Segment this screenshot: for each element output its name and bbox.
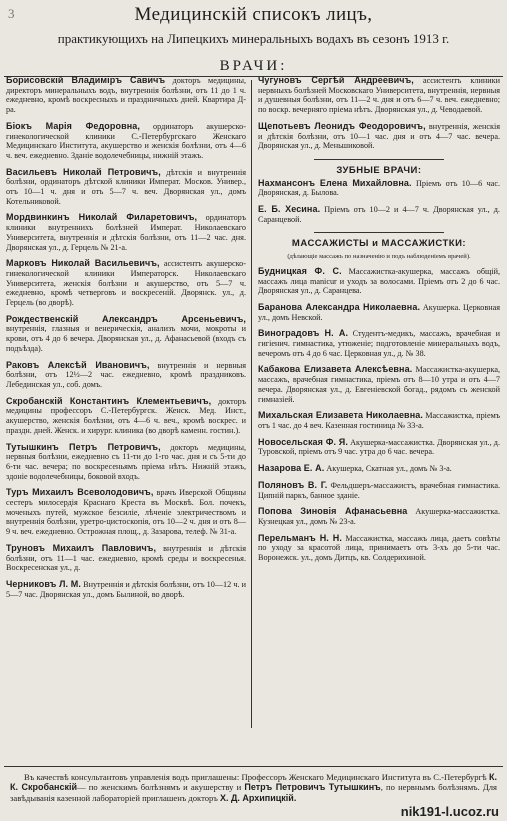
practitioner-name: Новосельская Ф. Я. bbox=[258, 436, 348, 447]
right-column bbox=[258, 76, 500, 570]
practitioner-name: Рождественскій Александръ Арсеньевичъ, bbox=[6, 313, 246, 324]
listing-entry bbox=[6, 361, 246, 390]
practitioner-name: Біокъ Марія Федоровна, bbox=[6, 120, 140, 131]
practitioner-name: Скробанскій Константинъ Клементьевичъ, bbox=[6, 395, 212, 406]
practitioner-details: докторъ медицины, директоръ минеральныхъ водъ, внутреннія болѣзни, отъ 11 до 1 ч. ежедневно, кромѣ воскресныхъ и праздничныхъ дней. Квартира Д-ра. bbox=[6, 76, 246, 115]
footer-text: , по нервнымъ болѣзнямъ. Для завѣдыванія казенной лабораторіей приглашенъ докторъ bbox=[10, 782, 497, 803]
practitioner-name: Черниковъ Л. М. bbox=[6, 578, 81, 589]
listing-entry bbox=[6, 76, 246, 115]
listing-entry bbox=[258, 411, 500, 430]
practitioner-details: ординаторъ клиники внутреннихъ болѣзней Императ. Николаевскаго Университета, внутреннія и дѣтскія болѣзни, отъ 11—2 час. дня. Дворянская ул., д. Герцель № 21-а. bbox=[6, 213, 246, 252]
practitioner-details: ассистентъ акушерско-гинекологической клиники Императорск. Николаевскаго Университета, женскія болѣзни и акушерство, отъ 5—7 ч. ежедневно, кромѣ четверговъ и воскресеній. Дворянск. ул., д. Герцель (во дворѣ). bbox=[6, 259, 247, 308]
footer-name: Петръ Петровичъ Тутышкинъ bbox=[244, 782, 381, 793]
page-title: Медицинскій списокъ лицъ, bbox=[134, 4, 373, 25]
footer-text: — по женскимъ болѣзнямъ и акушерству и bbox=[77, 782, 242, 793]
practitioner-name: Марковъ Николай Васильевичъ, bbox=[6, 258, 160, 269]
listing-entry bbox=[6, 443, 246, 482]
practitioner-details: Внутреннія и дѣтскія болѣзни, отъ 10—12 ч. и 5—7 час. Дворянская ул., домъ Былиной, во дворѣ. bbox=[6, 579, 247, 599]
footer-name: Х. Д. Архипицкій. bbox=[219, 792, 297, 803]
practitioner-name: Тутышкинъ Петръ Петровичъ, bbox=[6, 441, 161, 452]
practitioner-name: Будницкая Ф. С. bbox=[258, 265, 342, 276]
practitioner-name: Нахмансонъ Елена Михайловна. bbox=[258, 177, 412, 188]
practitioner-details: Акушерка, Скатная ул., домъ № 3-а. bbox=[326, 464, 452, 474]
column-divider bbox=[251, 80, 252, 728]
listing-entry bbox=[258, 205, 500, 224]
section-separator bbox=[314, 159, 444, 160]
practitioner-name: Чугуновъ Сергѣй Андреевичъ, bbox=[258, 75, 414, 85]
practitioner-name: Труновъ Михаилъ Павловичъ, bbox=[6, 542, 157, 553]
practitioner-details: Акушерка-массажистка. Дворянская ул., д. Туровской, пріемъ отъ 9 час. утра до 6 час. вечера. bbox=[258, 437, 500, 457]
listing-entry bbox=[6, 259, 246, 308]
practitioner-name: Е. Б. Хесина. bbox=[258, 204, 321, 215]
listing-entry bbox=[258, 179, 500, 198]
practitioner-details: внутреннія и нервныя болѣзни, отъ 12½—2 час. ежедневно, кромѣ праздниковъ. Лебединская ул., соб. домъ. bbox=[6, 360, 247, 389]
practitioner-details: Пріемъ отъ 10—2 и 4—7 ч. Дворянская ул., д. Саранцевой. bbox=[258, 205, 500, 224]
listing-entry bbox=[258, 438, 500, 457]
left-column bbox=[6, 76, 246, 606]
practitioner-details: ординаторъ акушерско-гинекологической клиники С.-Петербургскаго Женскаго Медицинскаго Института, акушерство и женскія болѣзни, отъ 4—6 ч. веч. ежедневно. Зданіе водолечебницы, нижній этажъ. bbox=[6, 121, 246, 160]
practitioner-details: Фельдшеръ-массажистъ, врачебная гимнастика. Ципній паркъ, банное зданіе. bbox=[258, 480, 500, 500]
listing-entry bbox=[6, 122, 246, 161]
practitioner-name: Туръ Михаилъ Всеволодовичъ, bbox=[6, 487, 154, 498]
practitioner-name: Поляновъ В. Г. bbox=[258, 479, 328, 490]
practitioner-details: Массажистка-акушерка, массажъ общій, массажъ лица manicur и уходъ за волосами. Пріемъ отъ 2 до 6 час. Дворянская ул., д. Саранцева. bbox=[258, 266, 500, 296]
practitioner-details: Студентъ-медикъ, массажъ, врачебная и гигіенич. гимнастика, утюженіе; подготовленіе минеральныхъ водъ, вечеромъ отъ 4 до 6 час. Церковная ул., д. № 38. bbox=[258, 329, 500, 358]
practitioner-name: Борисовскій Владиміръ Савичъ bbox=[6, 75, 166, 85]
practitioner-name: Баранова Александра Николаевна. bbox=[258, 301, 421, 312]
listing-entry bbox=[6, 397, 246, 436]
footer-divider bbox=[4, 766, 503, 767]
practitioner-name: Щепотьевъ Леонидъ Феодоровичъ, bbox=[258, 120, 426, 131]
footer-note bbox=[10, 772, 497, 803]
footer-text: Въ качествѣ консультантовъ управленія водъ приглашены: Профессоръ Женскаго Медицинскаго Института въ С.-Петербургѣ bbox=[24, 772, 487, 782]
practitioner-name: Перельманъ Н. Н. bbox=[258, 532, 343, 543]
practitioner-details: Акушерка-массажистка. Кузнецкая ул., домъ № 23-а. bbox=[258, 507, 500, 526]
practitioner-details: дѣтскія и внутреннія болѣзни, ординаторъ дѣтской клиники Императ. Москов. Универ., отъ 10—1 ч. дня и отъ 5—7 ч. веч. Дворянская ул., домъ Котельниковой. bbox=[6, 167, 246, 206]
section-heading-doctors: ВРАЧИ: bbox=[219, 58, 288, 74]
practitioner-details: докторъ медицины профессоръ С.-Петербургск. Женск. Мед. Инст., акушерство, женскія болѣзни, отъ 4—6 ч. веч., кромѣ воскрес. и праздн. дней. Женск. и хирург. клиника (во дворѣ каменн. гостин.). bbox=[6, 396, 247, 435]
practitioner-details: ассистентъ клиники нервныхъ болѣзней Московскаго Университета, внутреннія, нервныя и душевныя болѣзни, отъ 11—2 ч. дня и отъ 6—7 ч. веч. ежедневно; по воскр. вечерняго пріема нѣтъ. Дворянская ул., д. Чеводаевой. bbox=[258, 76, 500, 115]
listing-entry bbox=[258, 365, 500, 404]
section-separator bbox=[314, 232, 444, 233]
listing-entry bbox=[258, 329, 500, 358]
listing-entry bbox=[258, 267, 500, 296]
listing-entry bbox=[6, 168, 246, 207]
practitioner-details: Массажистка, массажъ лица, даетъ совѣты по уходу за красотой лица, принимаетъ отъ 3-хъ до 5-ти час. Воронежск. ул., домъ Дитцъ, кв. Солдерихиной. bbox=[258, 533, 501, 563]
practitioner-details: внутреннія, глазныя и венерическія, анализъ мочи, мокроты и крови, отъ 4 до 6 вечера. Дворянская ул., д. Афанасьевой (входъ съ подъѣзда). bbox=[6, 324, 246, 353]
section-heading-dental: ЗУБНЫЕ ВРАЧИ: bbox=[336, 164, 422, 176]
practitioner-details: внутреннія, женскія и дѣтскія болѣзни, отъ 10—1 час. дня и отъ 4—7 час. вечера. Дворянская ул., д. Меньшиковой. bbox=[258, 121, 500, 151]
listing-entry bbox=[6, 488, 246, 537]
listing-entry bbox=[6, 544, 246, 573]
practitioner-details: Пріемъ отъ 10—6 час. Дворянская, д. Былова. bbox=[258, 178, 501, 198]
listing-entry bbox=[258, 534, 500, 563]
practitioner-details: врачъ Иверской Общины сестеръ милосердія Краснаго Креста въ Москвѣ. Бол. почекъ, моченыхъ путей, мужское безсиліе, лѣченіе электричествомъ и внутреннія болѣзни, уретро-цистоскопія, отъ 10—2 ч. дня и отъ 8—9 ч. веч. ежедневно. Острожная площ., д. Зазарова, телеф. № 31-а. bbox=[6, 488, 246, 537]
practitioner-name: Михальская Елизавета Николаевна. bbox=[258, 410, 423, 421]
practitioner-details: Массажистка-акушерка, массажъ, врачебная гимнастика, пріемъ отъ 8—10 утра и отъ 4—7 вечера. Дворянская ул., д. Евгеніевской богад., рядомъ съ женской гимназіей. bbox=[258, 365, 501, 404]
listing-entry bbox=[6, 580, 246, 599]
listing-entry bbox=[6, 213, 246, 252]
practitioner-name: Кабакова Елизавета Алексѣевна. bbox=[258, 364, 413, 375]
watermark: nik191-l.ucoz.ru bbox=[400, 804, 499, 819]
listing-entry bbox=[258, 303, 500, 322]
listing-entry bbox=[258, 76, 500, 115]
practitioner-details: Массажистка, пріемъ отъ 1 час. до 4 веч. Казенная гостиница № 33-а. bbox=[258, 411, 500, 430]
practitioner-name: Раковъ Алексѣй Ивановичъ, bbox=[6, 359, 150, 370]
listing-entry bbox=[6, 315, 246, 354]
practitioner-details: внутреннія и дѣтскія болѣзни, отъ 11—1 час. ежедневно, кромѣ среды и воскресенья. Воскресенская ул., д. bbox=[6, 543, 246, 573]
section-heading-massage: МАССАЖИСТЫ и МАССАЖИСТКИ: bbox=[291, 238, 467, 250]
practitioner-name: Виноградовъ Н. А. bbox=[258, 328, 349, 339]
massage-note: (дѣлающіе массажъ по назначенію и подъ наблюденіемъ врачей). bbox=[287, 253, 471, 261]
practitioner-name: Назарова Е. А. bbox=[258, 463, 325, 474]
listing-entry bbox=[258, 122, 500, 151]
practitioner-name: Васильевъ Николай Петровичъ, bbox=[6, 166, 161, 177]
page-number: 3 bbox=[8, 6, 15, 21]
practitioner-details: Акушерка. Церковная ул., домъ Невской. bbox=[258, 302, 500, 322]
footer-name: К. К. Скробанскій bbox=[10, 772, 497, 793]
listing-entry bbox=[258, 507, 500, 526]
practitioner-name: Попова Зиновія Афанасьевна bbox=[258, 506, 408, 517]
practitioner-details: докторъ медицины, нервныя болѣзни, ежедневно съ 11-ти до 1-го час. дня и съ 5-ти до 6-ти час. вечера; по воскресеньямъ пріема нѣтъ. Нижній этажъ, здоніе водолечебницы, боковой входъ. bbox=[6, 442, 246, 481]
practitioner-name: Мордвинкинъ Николай Филаретовичъ, bbox=[6, 212, 198, 223]
listing-entry bbox=[258, 464, 500, 474]
listing-entry bbox=[258, 481, 500, 500]
page-subtitle: практикующихъ на Липецкихъ минеральныхъ водахъ въ сезонъ 1913 г. bbox=[57, 31, 450, 46]
